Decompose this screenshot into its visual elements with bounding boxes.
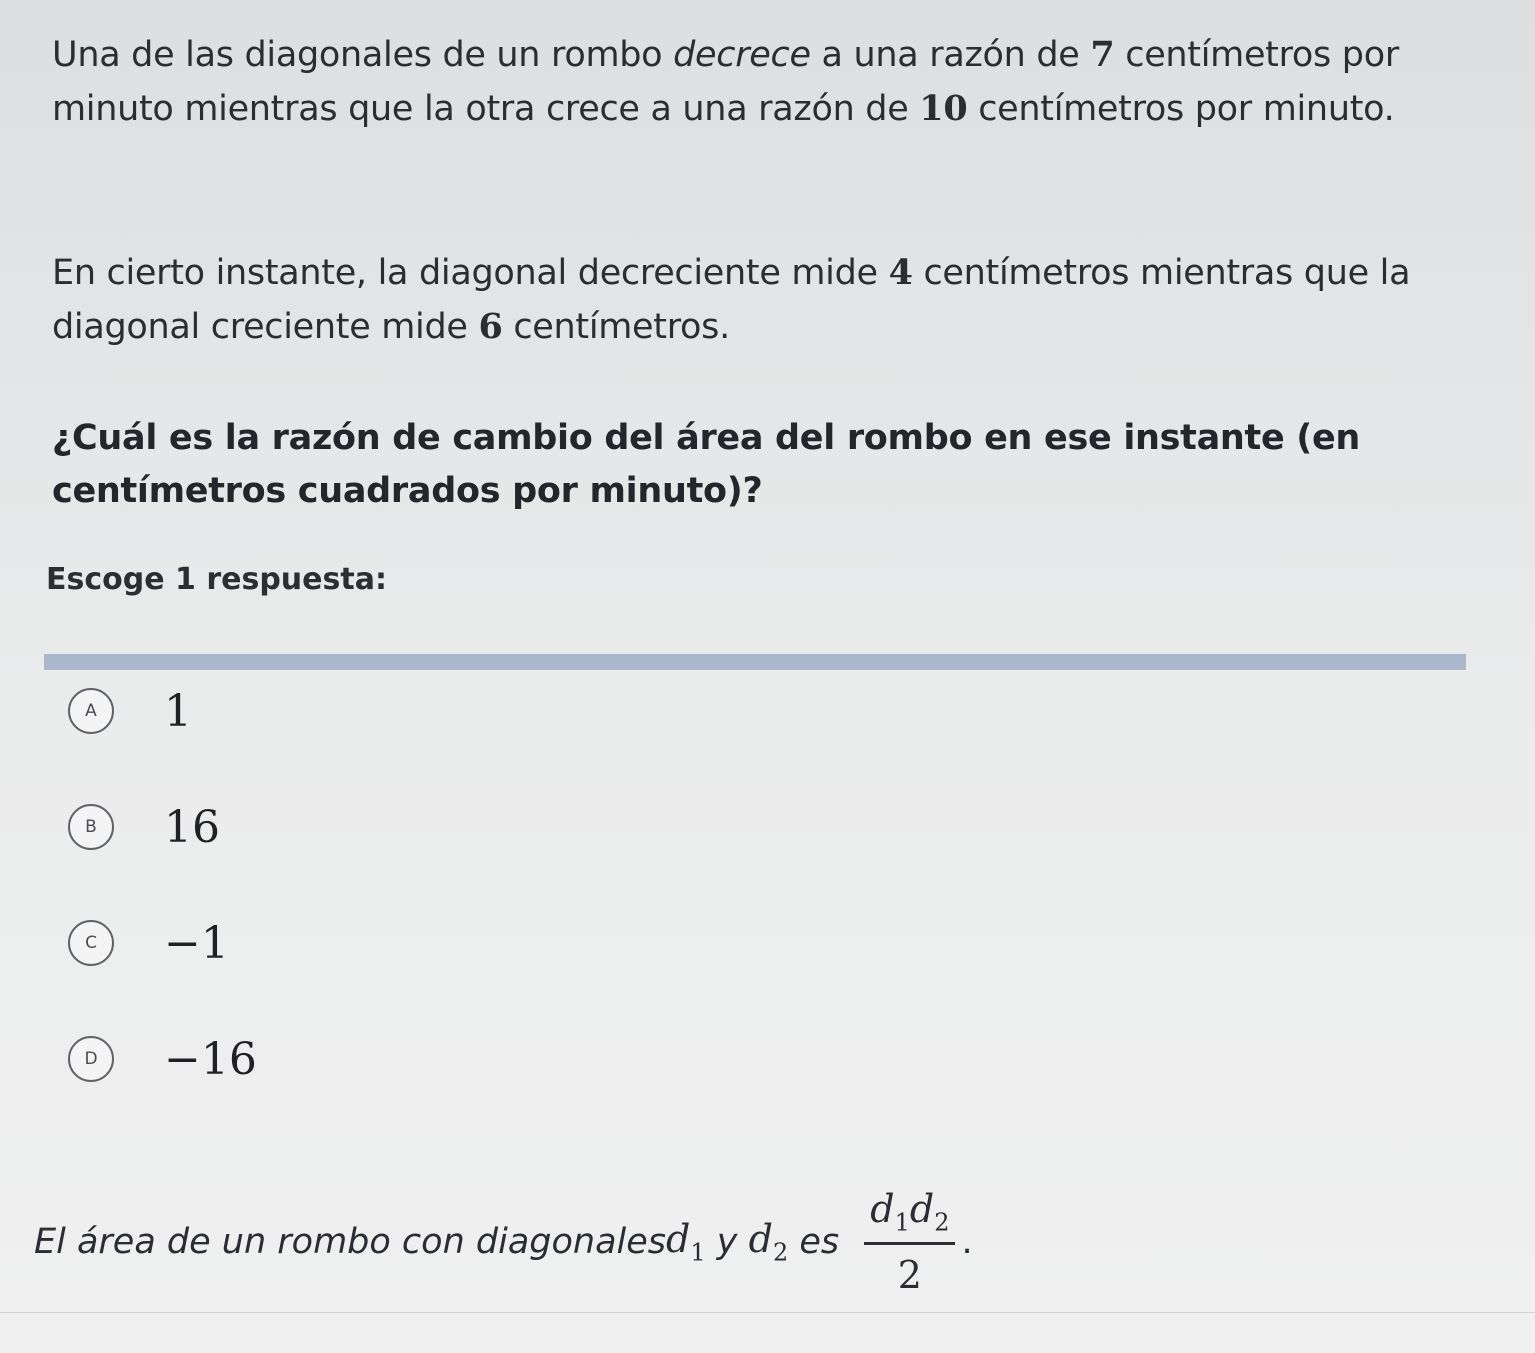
fraction-denominator: 2 bbox=[897, 1253, 922, 1298]
bottom-divider bbox=[0, 1312, 1535, 1313]
question-text: centímetros por minuto. bbox=[967, 89, 1395, 129]
choice-c-radio[interactable]: C bbox=[68, 920, 114, 966]
choice-a-value: 1 bbox=[164, 685, 192, 737]
choice-d-radio[interactable]: D bbox=[68, 1036, 114, 1082]
hint-formula bbox=[34, 1172, 1134, 1312]
question-text: a una razón de bbox=[810, 35, 1091, 75]
choice-b[interactable] bbox=[68, 797, 668, 857]
length-decreasing-diagonal: 4 bbox=[888, 252, 913, 293]
choice-a[interactable] bbox=[68, 681, 668, 741]
emphasis-decrece: decrece bbox=[673, 35, 811, 75]
math-sub: 2 bbox=[772, 1238, 789, 1267]
rate-decreasing: 7 bbox=[1090, 34, 1115, 75]
question-text: En cierto instante, la diagonal decreciente mide bbox=[52, 253, 889, 293]
question-prompt: ¿Cuál es la razón de cambio del área del rombo en ese instante (en centímetros cuadrados por minuto)? bbox=[52, 418, 1361, 511]
question-paragraph-2 bbox=[52, 246, 1502, 354]
area-fraction bbox=[864, 1187, 955, 1298]
hint-text: y bbox=[705, 1222, 749, 1262]
choice-d[interactable] bbox=[68, 1029, 668, 1089]
math-d1 bbox=[666, 1217, 706, 1267]
choice-d-value: −16 bbox=[164, 1033, 257, 1085]
math-sub: 2 bbox=[934, 1208, 950, 1237]
question-text: Una de las diagonales de un rombo bbox=[52, 35, 674, 75]
choice-b-value: 16 bbox=[164, 801, 220, 853]
choice-b-radio[interactable]: B bbox=[68, 804, 114, 850]
choices-divider bbox=[44, 654, 1466, 670]
choice-c[interactable] bbox=[68, 913, 668, 973]
question-paragraph-1 bbox=[52, 28, 1502, 136]
math-d2 bbox=[749, 1217, 789, 1267]
fraction-numerator bbox=[864, 1187, 955, 1243]
math-var: d bbox=[666, 1217, 691, 1262]
question-text: centímetros mientras que la diagonal creciente mide bbox=[52, 253, 1411, 347]
question-text: centímetros por minuto mientras que la otra crece a una razón de bbox=[52, 35, 1399, 129]
math-sub: 1 bbox=[690, 1238, 706, 1267]
hint-text: es bbox=[788, 1222, 851, 1262]
rate-increasing: 10 bbox=[919, 88, 968, 129]
hint-period: . bbox=[961, 1222, 973, 1262]
instructions: Escoge 1 respuesta: bbox=[46, 562, 387, 597]
choice-a-radio[interactable]: A bbox=[68, 688, 114, 734]
math-sub: 1 bbox=[894, 1208, 910, 1237]
length-increasing-diagonal: 6 bbox=[478, 306, 503, 347]
question-text: centímetros. bbox=[502, 307, 730, 347]
math-var: d bbox=[870, 1186, 895, 1231]
math-var: d bbox=[909, 1186, 935, 1231]
hint-text: El área de un rombo con diagonales bbox=[34, 1222, 667, 1262]
math-var: d bbox=[748, 1217, 773, 1262]
choice-c-value: −1 bbox=[164, 917, 229, 969]
